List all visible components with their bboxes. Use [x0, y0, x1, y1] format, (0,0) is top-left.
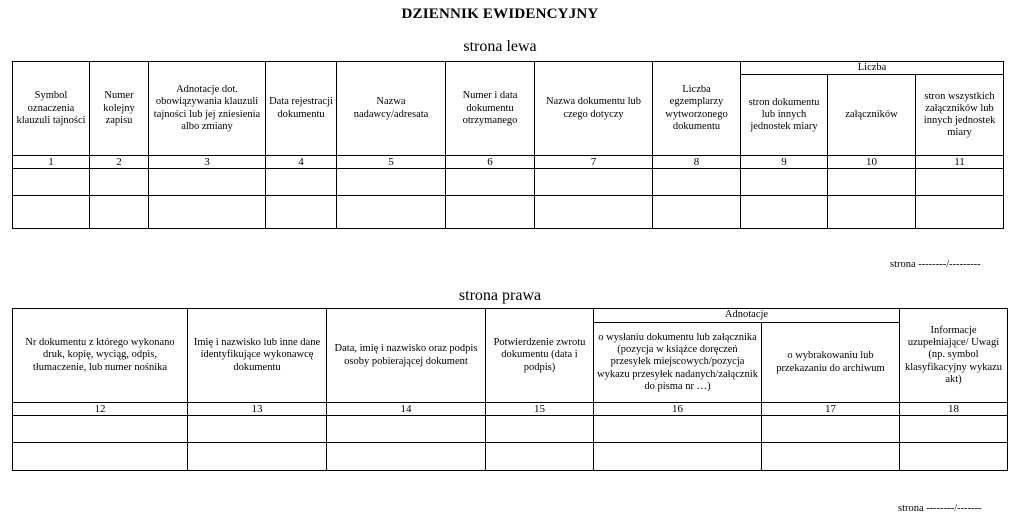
column-number-14: 14: [327, 403, 486, 416]
column-header-5: Nazwa nadawcy/adresata: [337, 62, 446, 156]
column-number-8: 8: [653, 156, 741, 169]
table-cell[interactable]: [741, 169, 828, 196]
table-cell[interactable]: [337, 169, 446, 196]
column-number-6: 6: [446, 156, 535, 169]
right-page-title: strona prawa: [458, 287, 542, 304]
table-cell[interactable]: [13, 196, 90, 229]
column-number-13: 13: [188, 403, 327, 416]
table-cell[interactable]: [13, 416, 188, 443]
table-cell[interactable]: [741, 196, 828, 229]
table-row: [13, 416, 1008, 443]
table-cell[interactable]: [653, 196, 741, 229]
column-header-13: Imię i nazwisko lub inne dane identyfikujące wykonawcę dokumentu: [188, 309, 327, 403]
document-title: DZIENNIK EWIDENCYJNY: [401, 6, 599, 22]
column-header-2: Numer kolejny zapisu: [90, 62, 149, 156]
table-cell[interactable]: [266, 169, 337, 196]
column-number-11: 11: [916, 156, 1004, 169]
column-number-16: 16: [594, 403, 762, 416]
column-number-4: 4: [266, 156, 337, 169]
column-number-17: 17: [762, 403, 900, 416]
column-number-7: 7: [535, 156, 653, 169]
column-number-1: 1: [13, 156, 90, 169]
table-cell[interactable]: [446, 169, 535, 196]
table-cell[interactable]: [149, 196, 266, 229]
column-header-14: Data, imię i nazwisko oraz podpis osoby pobierającej dokument: [327, 309, 486, 403]
table-cell[interactable]: [13, 443, 188, 471]
page-number-note: strona --------/---------: [890, 259, 981, 270]
table-cell[interactable]: [916, 196, 1004, 229]
column-header-4: Data rejestracji dokumentu: [266, 62, 337, 156]
table-cell[interactable]: [327, 416, 486, 443]
table-cell[interactable]: [327, 443, 486, 471]
column-number-12: 12: [13, 403, 188, 416]
column-number-3: 3: [149, 156, 266, 169]
column-number-10: 10: [828, 156, 916, 169]
column-number-5: 5: [337, 156, 446, 169]
table-cell[interactable]: [188, 443, 327, 471]
column-number-9: 9: [741, 156, 828, 169]
table-cell[interactable]: [594, 416, 762, 443]
group-header-adnotacje: Adnotacje: [594, 309, 900, 323]
group-header-liczba: Liczba: [741, 62, 1004, 75]
column-header-11: stron wszystkich załączników lub innych jednostek miary: [916, 75, 1004, 156]
column-header-6: Numer i data dokumentu otrzymanego: [446, 62, 535, 156]
table-cell[interactable]: [535, 196, 653, 229]
column-header-9: stron dokumentu lub innych jednostek miary: [741, 75, 828, 156]
header-row-group: [13, 62, 1004, 75]
table-cell[interactable]: [337, 196, 446, 229]
table-cell[interactable]: [762, 443, 900, 471]
header-row-group: [13, 309, 1008, 323]
table-cell[interactable]: [188, 416, 327, 443]
table-cell[interactable]: [446, 196, 535, 229]
table-cell[interactable]: [762, 416, 900, 443]
column-number-row: [13, 403, 1008, 416]
table-cell[interactable]: [900, 443, 1008, 471]
page-number-note: strona --------/-------: [898, 503, 982, 514]
table-cell[interactable]: [90, 169, 149, 196]
table-cell[interactable]: [594, 443, 762, 471]
table-row: [13, 169, 1004, 196]
table-cell[interactable]: [13, 169, 90, 196]
table-cell[interactable]: [828, 169, 916, 196]
column-header-8: Liczba egzemplarzy wytworzonego dokumentu: [653, 62, 741, 156]
table-cell[interactable]: [486, 416, 594, 443]
table-cell[interactable]: [486, 443, 594, 471]
column-header-16: o wysłaniu dokumentu lub załącznika (pozycja w książce doręczeń przesyłek miejscowych/pozycja wykazu przesyłek nadanych/załącznik do pisma nr …): [594, 323, 762, 403]
column-header-18: Informacje uzupełniające/ Uwagi (np. symbol klasyfikacyjny wykazu akt): [900, 309, 1008, 403]
column-header-17: o wybrakowaniu lub przekazaniu do archiwum: [762, 323, 900, 403]
column-header-15: Potwierdzenie zwrotu dokumentu (data i podpis): [486, 309, 594, 403]
table-cell[interactable]: [916, 169, 1004, 196]
right-page-table: [12, 308, 1008, 471]
table-cell[interactable]: [90, 196, 149, 229]
table-cell[interactable]: [653, 169, 741, 196]
column-number-row: [13, 156, 1004, 169]
column-number-2: 2: [90, 156, 149, 169]
column-header-7: Nazwa dokumentu lub czego dotyczy: [535, 62, 653, 156]
table-cell[interactable]: [266, 196, 337, 229]
column-number-18: 18: [900, 403, 1008, 416]
left-page-table: [12, 61, 1004, 229]
table-cell[interactable]: [900, 416, 1008, 443]
table-row: [13, 443, 1008, 471]
column-header-3: Adnotacje dot. obowiązywania klauzuli tajności lub jej zniesienia albo zmiany: [149, 62, 266, 156]
table-cell[interactable]: [535, 169, 653, 196]
column-header-1: Symbol oznaczenia klauzuli tajności: [13, 62, 90, 156]
column-header-10: załączników: [828, 75, 916, 156]
column-number-15: 15: [486, 403, 594, 416]
table-cell[interactable]: [149, 169, 266, 196]
table-cell[interactable]: [828, 196, 916, 229]
table-row: [13, 196, 1004, 229]
column-header-12: Nr dokumentu z którego wykonano druk, kopię, wyciąg, odpis, tłumaczenie, lub numer nośnika: [13, 309, 188, 403]
left-page-title: strona lewa: [463, 38, 537, 55]
